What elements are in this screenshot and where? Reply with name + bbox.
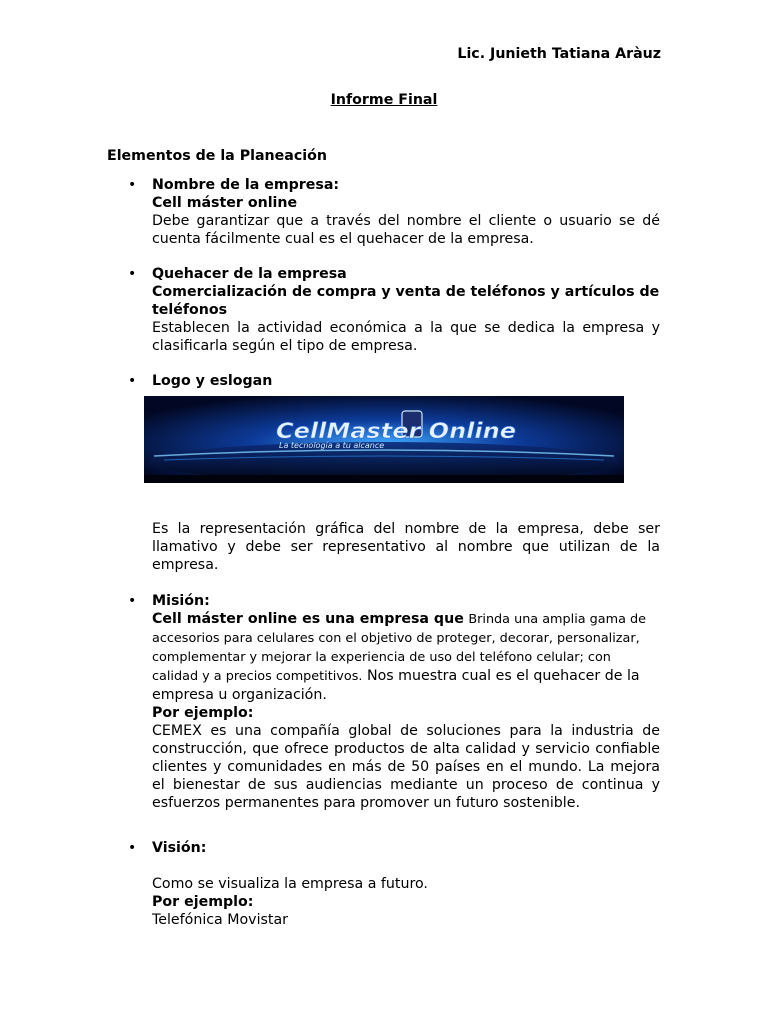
logo-description bbox=[152, 520, 660, 574]
example-text: Telefónica Movistar bbox=[152, 912, 289, 928]
logo-name: CellMaster Online bbox=[276, 419, 516, 443]
mission-statement: Brinda una amplia gama de accesorios para celulares con el objetivo de proteger, decorar, personalizar, complementar y mejorar la experiencia de uso del teléfono celular; con calidad y a precios competitivos. bbox=[152, 612, 647, 684]
mission-description: Nos muestra cual es el quehacer de la empresa u organización. bbox=[152, 668, 640, 703]
list-item-mision bbox=[128, 592, 660, 812]
author-name: Lic. Junieth Tatiana Aràuz bbox=[457, 46, 661, 62]
example-label: Por ejemplo: bbox=[152, 894, 254, 910]
bullet-icon: • bbox=[128, 593, 137, 609]
vision-description: Como se visualiza la empresa a futuro. bbox=[152, 876, 428, 892]
section-heading: Elementos de la Planeación bbox=[107, 148, 327, 164]
business-activity: Comercialización de compra y venta de teléfonos y artículos de teléfonos bbox=[152, 284, 660, 318]
bullet-icon: • bbox=[128, 840, 137, 856]
list-item-quehacer bbox=[128, 265, 660, 355]
item-description: Establecen la actividad económica a la que se dedica la empresa y clasificarla según el tipo de empresa. bbox=[152, 320, 660, 354]
item-heading: Misión: bbox=[152, 593, 210, 609]
bullet-icon: • bbox=[128, 266, 137, 282]
logo-slogan: La tecnología a tu alcance bbox=[279, 441, 385, 450]
document-title: Informe Final bbox=[330, 92, 438, 108]
list-item-nombre bbox=[128, 176, 660, 248]
company-name: Cell máster online bbox=[152, 195, 298, 211]
item-heading: Visión: bbox=[152, 840, 207, 856]
item-description: Debe garantizar que a través del nombre el cliente o usuario se dé cuenta fácilmente cual es el quehacer de la empresa. bbox=[152, 213, 660, 247]
mission-lead: Cell máster online es una empresa que bbox=[152, 611, 464, 627]
list-item-vision bbox=[128, 839, 660, 857]
list-item-logo bbox=[128, 372, 660, 390]
vision-content bbox=[152, 875, 660, 929]
item-heading: Logo y eslogan bbox=[152, 373, 273, 389]
item-heading: Quehacer de la empresa bbox=[152, 266, 347, 282]
item-heading: Nombre de la empresa: bbox=[152, 177, 340, 193]
bullet-icon: • bbox=[128, 373, 137, 389]
item-description: Es la representación gráfica del nombre de la empresa, debe ser llamativo y debe ser representativo al nombre que utilizan de la empresa. bbox=[152, 521, 660, 573]
example-label: Por ejemplo: bbox=[152, 705, 254, 721]
example-text: CEMEX es una compañía global de soluciones para la industria de construcción, que ofrece productos de alta calidad y servicio confiable clientes y comunidades en más de 50 países en el mundo. La mejora el bienestar de sus audiencias mediante un proceso de continua y esfuerzos permanentes para promover un futuro sostenible. bbox=[152, 723, 660, 811]
bullet-icon: • bbox=[128, 177, 137, 193]
company-logo-banner bbox=[144, 396, 624, 483]
